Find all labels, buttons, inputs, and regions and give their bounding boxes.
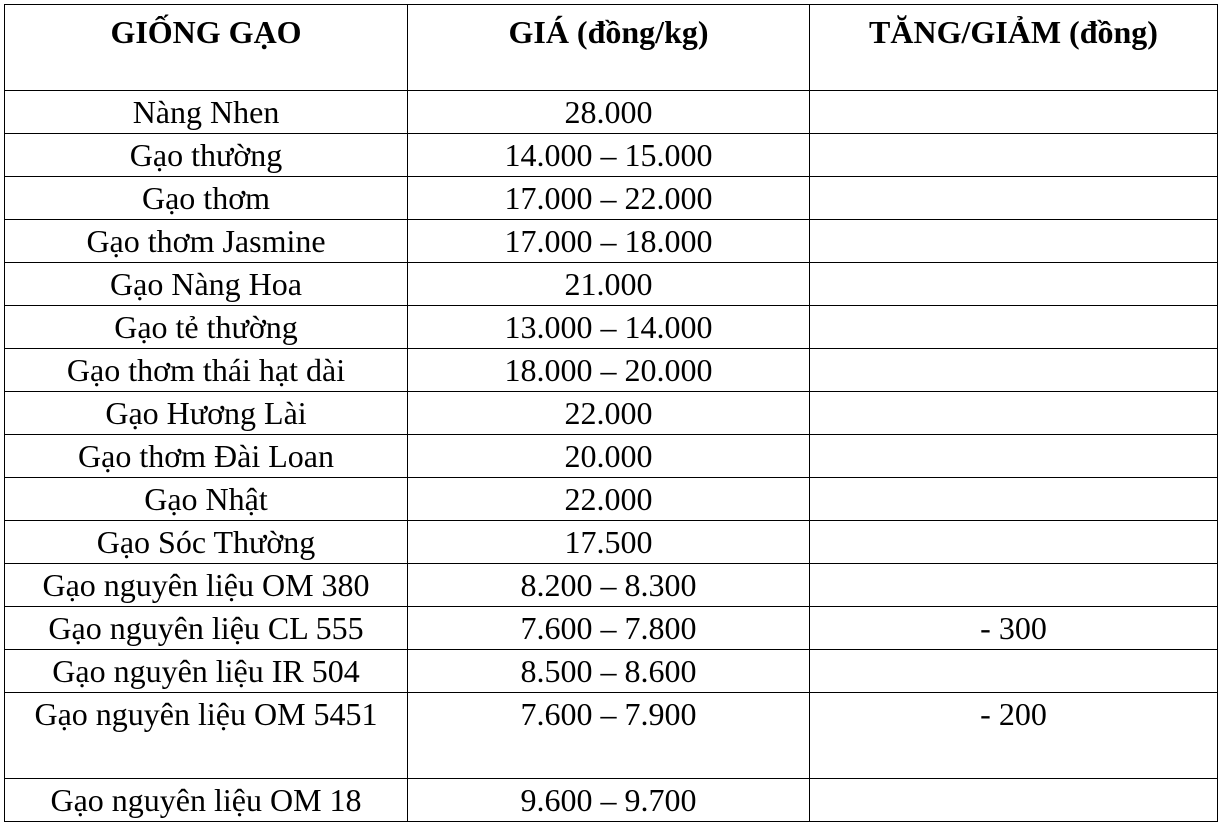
change-cell — [810, 91, 1218, 134]
rice-variety-cell: Gạo thơm Jasmine — [5, 220, 408, 263]
table-row — [5, 263, 1218, 306]
price-cell: 20.000 — [408, 435, 810, 478]
price-cell: 22.000 — [408, 392, 810, 435]
price-cell: 14.000 – 15.000 — [408, 134, 810, 177]
rice-variety-cell: Gạo Nàng Hoa — [5, 263, 408, 306]
table-body — [5, 91, 1218, 822]
rice-variety-cell: Gạo nguyên liệu IR 504 — [5, 650, 408, 693]
table-row — [5, 349, 1218, 392]
change-cell: - 200 — [810, 693, 1218, 779]
rice-variety-cell: Gạo thơm thái hạt dài — [5, 349, 408, 392]
change-cell — [810, 478, 1218, 521]
rice-variety-cell: Nàng Nhen — [5, 91, 408, 134]
table-row — [5, 435, 1218, 478]
price-cell: 8.200 – 8.300 — [408, 564, 810, 607]
table-row — [5, 306, 1218, 349]
price-cell: 21.000 — [408, 263, 810, 306]
price-cell: 17.000 – 22.000 — [408, 177, 810, 220]
change-cell — [810, 392, 1218, 435]
table-row — [5, 392, 1218, 435]
price-cell: 17.500 — [408, 521, 810, 564]
rice-variety-cell: Gạo Nhật — [5, 478, 408, 521]
price-cell: 7.600 – 7.800 — [408, 607, 810, 650]
table-row — [5, 564, 1218, 607]
change-cell — [810, 435, 1218, 478]
rice-variety-cell: Gạo Sóc Thường — [5, 521, 408, 564]
rice-variety-cell: Gạo thơm — [5, 177, 408, 220]
rice-variety-cell: Gạo nguyên liệu OM 18 — [5, 779, 408, 822]
change-cell — [810, 349, 1218, 392]
rice-variety-cell: Gạo nguyên liệu OM 5451 — [5, 693, 408, 779]
table-row — [5, 779, 1218, 822]
change-cell — [810, 306, 1218, 349]
table-header — [5, 5, 1218, 91]
rice-variety-cell: Gạo thường — [5, 134, 408, 177]
change-cell: - 300 — [810, 607, 1218, 650]
change-cell — [810, 650, 1218, 693]
table-row — [5, 693, 1218, 779]
change-cell — [810, 564, 1218, 607]
price-cell: 13.000 – 14.000 — [408, 306, 810, 349]
table-row — [5, 220, 1218, 263]
price-cell: 9.600 – 9.700 — [408, 779, 810, 822]
table-row — [5, 91, 1218, 134]
price-cell: 17.000 – 18.000 — [408, 220, 810, 263]
rice-variety-cell: Gạo nguyên liệu OM 380 — [5, 564, 408, 607]
change-cell — [810, 220, 1218, 263]
rice-price-table — [4, 4, 1218, 822]
price-cell: 28.000 — [408, 91, 810, 134]
header-price: GIÁ (đồng/kg) — [408, 5, 810, 91]
header-rice-variety: GIỐNG GẠO — [5, 5, 408, 91]
price-cell: 8.500 – 8.600 — [408, 650, 810, 693]
change-cell — [810, 521, 1218, 564]
rice-variety-cell: Gạo nguyên liệu CL 555 — [5, 607, 408, 650]
table-row — [5, 134, 1218, 177]
price-cell: 7.600 – 7.900 — [408, 693, 810, 779]
table-row — [5, 478, 1218, 521]
change-cell — [810, 263, 1218, 306]
table-row — [5, 521, 1218, 564]
table-row — [5, 177, 1218, 220]
price-cell: 18.000 – 20.000 — [408, 349, 810, 392]
rice-variety-cell: Gạo thơm Đài Loan — [5, 435, 408, 478]
header-change: TĂNG/GIẢM (đồng) — [810, 5, 1218, 91]
change-cell — [810, 177, 1218, 220]
table-row — [5, 650, 1218, 693]
change-cell — [810, 134, 1218, 177]
table-row — [5, 607, 1218, 650]
price-cell: 22.000 — [408, 478, 810, 521]
header-row — [5, 5, 1218, 91]
rice-variety-cell: Gạo tẻ thường — [5, 306, 408, 349]
rice-variety-cell: Gạo Hương Lài — [5, 392, 408, 435]
change-cell — [810, 779, 1218, 822]
